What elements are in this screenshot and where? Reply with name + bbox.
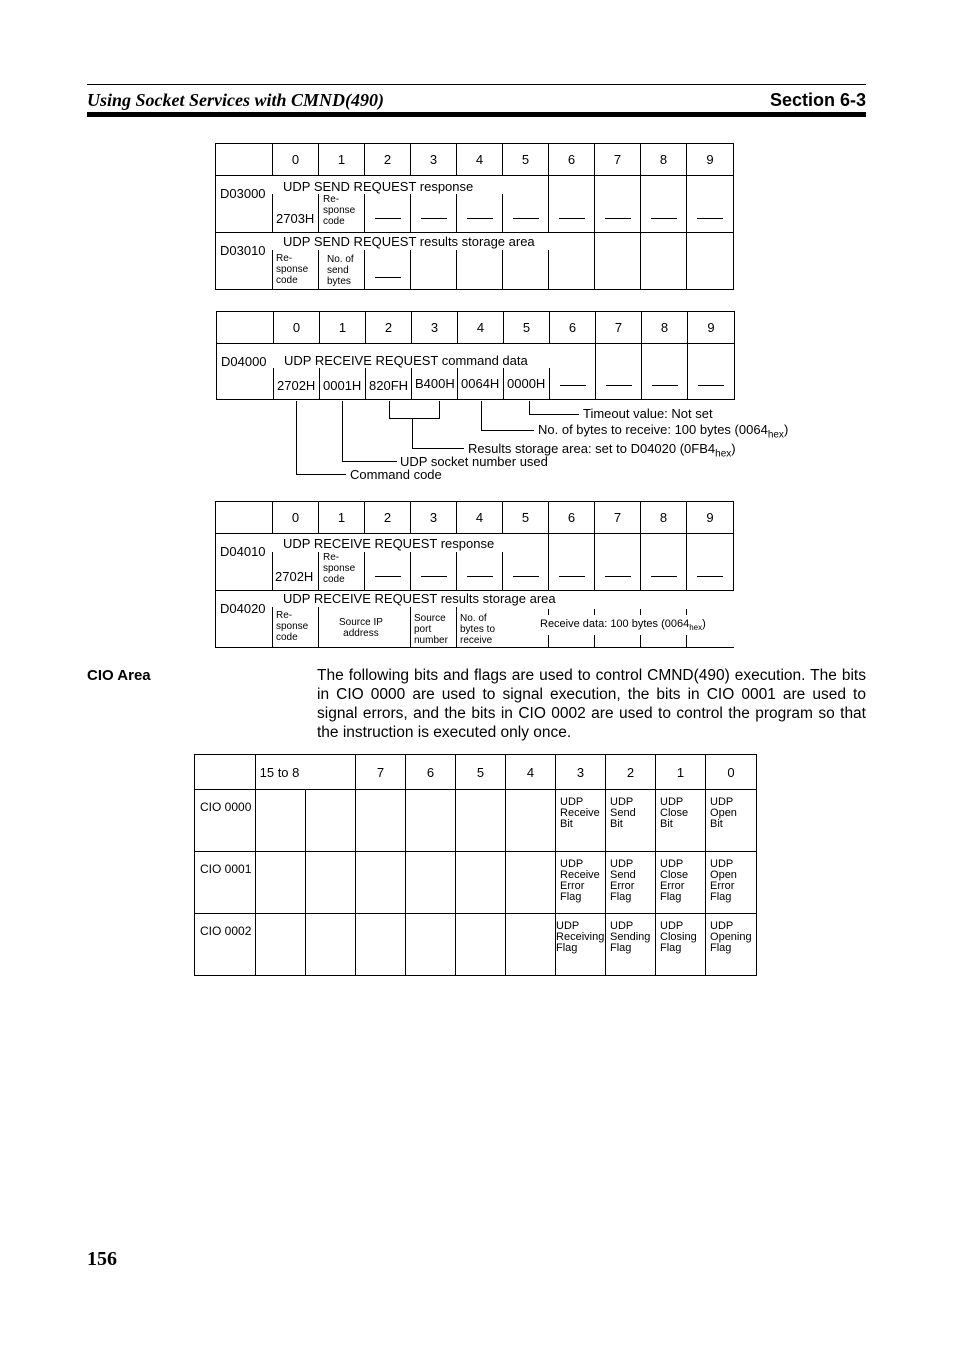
column-header: 0 bbox=[706, 755, 757, 790]
response-code-label: Re- sponse code bbox=[276, 253, 309, 286]
udp-open-bit: UDP Open Bit bbox=[706, 790, 757, 852]
corner-cell bbox=[216, 502, 273, 534]
bit-cell bbox=[306, 852, 356, 914]
word-cell bbox=[596, 344, 642, 400]
bytes-to-receive: 0064H bbox=[461, 376, 500, 391]
timeout-annotation: Timeout value: Not set bbox=[583, 406, 713, 421]
command-annotation: Command code bbox=[350, 467, 442, 482]
column-header: 2 bbox=[366, 312, 412, 344]
bit-cell bbox=[456, 790, 506, 852]
row-address: D04000 bbox=[217, 344, 274, 400]
column-header: 8 bbox=[641, 144, 687, 176]
word-cell bbox=[366, 344, 412, 400]
word-cell bbox=[549, 534, 595, 591]
row-title: UDP RECEIVE REQUEST command data bbox=[284, 353, 528, 368]
row-title: UDP RECEIVE REQUEST results storage area bbox=[283, 591, 556, 606]
socket-number: 0001H bbox=[323, 378, 362, 393]
udp-opening-flag: UDP Opening Flag bbox=[706, 914, 757, 976]
column-header: 1 bbox=[319, 502, 365, 534]
bit-cell bbox=[456, 852, 506, 914]
udp-sending-flag: UDP Sending Flag bbox=[606, 914, 656, 976]
socket-annotation: UDP socket number used bbox=[400, 454, 548, 469]
udp-closing-flag: UDP Closing Flag bbox=[656, 914, 706, 976]
word-cell bbox=[595, 233, 641, 290]
column-header: 2 bbox=[365, 144, 411, 176]
word-cell bbox=[320, 344, 366, 400]
cio-area-paragraph: The following bits and flags are used to control CMND(490) execution. The bits in CIO 0000 are used to signal execution, the bits in CIO 0001 are used to signal errors, and the bits in CIO 0002 are used to control the program so that the instruction is executed only once. bbox=[317, 667, 866, 741]
column-header: 9 bbox=[687, 144, 734, 176]
column-header: 7 bbox=[595, 144, 641, 176]
bytes-annotation: No. of bytes to receive: 100 bytes $(0064_{hex})$ bbox=[538, 422, 789, 441]
word-cell bbox=[688, 344, 735, 400]
bit-cell bbox=[406, 790, 456, 852]
column-header: 3 bbox=[411, 502, 457, 534]
section-number: Section 6-3 bbox=[769, 90, 866, 110]
receive-command-table bbox=[216, 311, 735, 400]
storage-area-word1: 820FH bbox=[369, 378, 409, 393]
timeout-value: 0000H bbox=[507, 376, 546, 391]
column-header: 0 bbox=[274, 312, 320, 344]
bit-cell bbox=[256, 790, 306, 852]
row-address: D03000 bbox=[216, 176, 273, 233]
column-header: 7 bbox=[596, 312, 642, 344]
word-cell bbox=[687, 233, 734, 290]
word-cell bbox=[641, 233, 687, 290]
bit-cell bbox=[406, 852, 456, 914]
column-header: 2 bbox=[606, 755, 656, 790]
word-cell bbox=[458, 344, 504, 400]
bit-cell bbox=[506, 914, 556, 976]
response-code-label: Re- sponse code bbox=[323, 194, 356, 227]
column-header: 15 to 8 bbox=[256, 755, 356, 790]
word-cell bbox=[549, 233, 595, 290]
column-header: 0 bbox=[273, 144, 319, 176]
column-header: 5 bbox=[504, 312, 550, 344]
udp-close-error-flag: UDP Close Error Flag bbox=[656, 852, 706, 914]
row-address: D04010 bbox=[216, 534, 273, 591]
cio-word-label: CIO 0002 bbox=[195, 914, 256, 976]
row-title: UDP SEND REQUEST results storage area bbox=[283, 234, 535, 249]
send-bytes-label: No. of send bytes bbox=[327, 254, 354, 287]
column-header: 7 bbox=[595, 502, 641, 534]
column-header: 6 bbox=[549, 144, 595, 176]
word-cell bbox=[595, 176, 641, 233]
receive-data-label: Receive data: 100 bytes $(0064_{hex})$ bbox=[540, 618, 706, 633]
column-header: 1 bbox=[320, 312, 366, 344]
source-port-label: Source port number bbox=[414, 613, 448, 646]
bit-cell bbox=[256, 914, 306, 976]
column-header: 5 bbox=[503, 502, 549, 534]
bit-cell bbox=[356, 790, 406, 852]
command-code: 2703H bbox=[276, 211, 315, 226]
word-cell bbox=[595, 534, 641, 591]
word-cell bbox=[503, 534, 549, 591]
column-header: 2 bbox=[365, 502, 411, 534]
row-address: D03010 bbox=[216, 233, 273, 290]
row-address: D04020 bbox=[216, 591, 273, 648]
udp-send-error-flag: UDP Send Error Flag bbox=[606, 852, 656, 914]
bit-cell bbox=[306, 790, 356, 852]
column-header: 6 bbox=[406, 755, 456, 790]
column-header: 8 bbox=[641, 502, 687, 534]
storage-annotation: Results storage area: set to D04020 $(0FB4_{hex})$ bbox=[468, 441, 736, 460]
bit-cell bbox=[406, 914, 456, 976]
cio-word-label: CIO 0001 bbox=[195, 852, 256, 914]
column-header: 7 bbox=[356, 755, 406, 790]
corner-cell bbox=[217, 312, 274, 344]
bit-cell bbox=[356, 914, 406, 976]
bit-cell bbox=[456, 914, 506, 976]
bit-cell bbox=[506, 790, 556, 852]
header-rule-bottom bbox=[87, 112, 866, 117]
column-header: 9 bbox=[687, 502, 734, 534]
bit-cell bbox=[256, 852, 306, 914]
udp-open-error-flag: UDP Open Error Flag bbox=[706, 852, 757, 914]
response-code-label: Re- sponse code bbox=[323, 552, 356, 585]
page-number: 156 bbox=[87, 1248, 117, 1270]
received-bytes-label: No. of bytes to receive bbox=[460, 613, 496, 646]
column-header: 0 bbox=[273, 502, 319, 534]
cio-word-label: CIO 0000 bbox=[195, 790, 256, 852]
send-request-table bbox=[215, 143, 734, 290]
cio-bit-table bbox=[194, 754, 757, 976]
corner-cell bbox=[195, 755, 256, 790]
column-header: 8 bbox=[642, 312, 688, 344]
header-rule-top bbox=[87, 84, 866, 85]
column-header: 4 bbox=[457, 502, 503, 534]
storage-area-word2: B400H bbox=[415, 376, 455, 391]
word-cell bbox=[550, 344, 596, 400]
word-cell bbox=[641, 176, 687, 233]
bit-cell bbox=[356, 852, 406, 914]
running-title: Using Socket Services with CMND(490) bbox=[87, 90, 384, 110]
word-cell bbox=[412, 344, 458, 400]
udp-receive-error-flag: UDP Receive Error Flag bbox=[556, 852, 606, 914]
column-header: 6 bbox=[550, 312, 596, 344]
bit-cell bbox=[306, 914, 356, 976]
cio-area-heading: CIO Area bbox=[87, 667, 151, 684]
row-title: UDP RECEIVE REQUEST response bbox=[283, 536, 495, 551]
udp-receiving-flag: UDP Receiving Flag bbox=[556, 914, 606, 976]
column-header: 3 bbox=[556, 755, 606, 790]
column-header: 5 bbox=[456, 755, 506, 790]
word-cell bbox=[687, 176, 734, 233]
response-code-label: Re- sponse code bbox=[276, 610, 309, 643]
column-header: 3 bbox=[412, 312, 458, 344]
command-code: 2702H bbox=[275, 569, 314, 584]
column-header: 6 bbox=[549, 502, 595, 534]
column-header: 3 bbox=[411, 144, 457, 176]
column-header: 4 bbox=[506, 755, 556, 790]
column-header: 9 bbox=[688, 312, 735, 344]
udp-send-bit: UDP Send Bit bbox=[606, 790, 656, 852]
word-cell bbox=[641, 534, 687, 591]
word-cell bbox=[549, 176, 595, 233]
udp-close-bit: UDP Close Bit bbox=[656, 790, 706, 852]
receive-response-table bbox=[215, 501, 734, 648]
word-cell bbox=[642, 344, 688, 400]
word-cell bbox=[504, 344, 550, 400]
column-header: 5 bbox=[503, 144, 549, 176]
column-header: 1 bbox=[656, 755, 706, 790]
corner-cell bbox=[216, 144, 273, 176]
column-header: 1 bbox=[319, 144, 365, 176]
column-header: 4 bbox=[457, 144, 503, 176]
udp-receive-bit: UDP Receive Bit bbox=[556, 790, 606, 852]
column-header: 4 bbox=[458, 312, 504, 344]
row-title: UDP SEND REQUEST response bbox=[283, 179, 474, 194]
bit-cell bbox=[506, 852, 556, 914]
word-cell bbox=[503, 176, 549, 233]
word-cell bbox=[687, 534, 734, 591]
source-ip-label: Source IP address bbox=[339, 617, 383, 639]
command-code: 2702H bbox=[277, 378, 316, 393]
